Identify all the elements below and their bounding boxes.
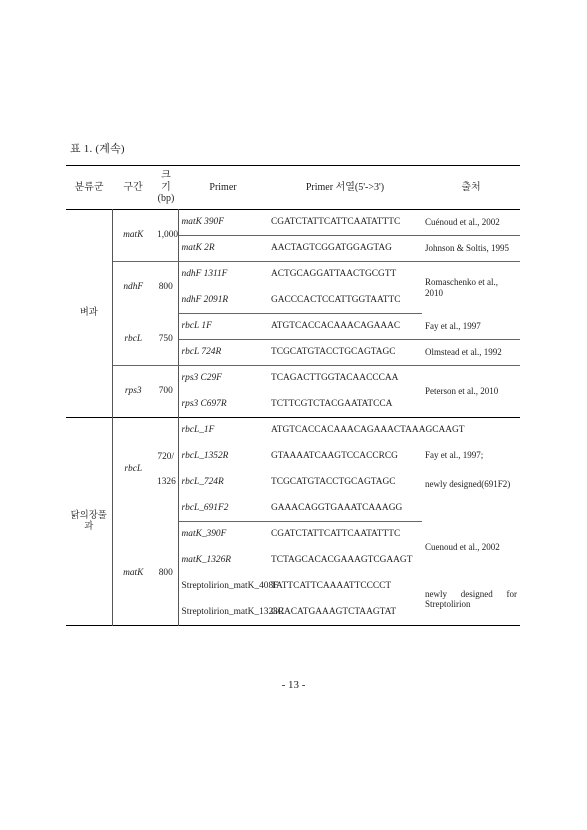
primer-source xyxy=(422,574,520,626)
group-commelinaceae xyxy=(66,418,520,626)
amplicon-size-line1: 720/ xyxy=(157,451,175,462)
group-name: 닭의장풀과 xyxy=(66,418,112,626)
gene-name: rbcL xyxy=(124,464,143,475)
primer-name: matK_390F xyxy=(181,529,227,540)
primer-sequence: GCACATGAAAGTCTAAGTAT xyxy=(271,606,397,617)
table-row xyxy=(66,314,520,340)
header-size xyxy=(154,166,178,210)
source-b-line1: newly designed for xyxy=(425,588,517,599)
primer-name: ndhF 2091R xyxy=(178,288,268,314)
primer-name: matK 2R xyxy=(178,236,268,262)
primer-sequence: TCGCATGTACCTGCAGTAGC xyxy=(268,340,422,366)
table-row xyxy=(66,522,520,548)
primer-sequence: TCTAGCACACGAAAGTCGAAGT xyxy=(271,555,413,566)
primer-source: Fay et al., 1997 xyxy=(422,314,520,340)
primer-sequence: GAAACAGGTGAAATCAAAGG xyxy=(268,496,422,522)
amplicon-size: 800 xyxy=(154,522,178,626)
primer-sequence: TCTTCGTCTACGAATATCCA xyxy=(271,398,393,409)
primer-name: Streptolirion_matK_408F xyxy=(181,581,279,592)
primer-source: Romaschenko et al., 2010 xyxy=(425,277,498,298)
primer-name: rbcL_724R xyxy=(181,477,224,488)
table-caption: 표 1. (계속) xyxy=(70,143,125,155)
source-line1: Fay et al., 1997; xyxy=(425,450,484,461)
amplicon-size: 1,000 xyxy=(154,210,178,262)
primer-source: Cuenoud et al., 2002 xyxy=(425,542,500,553)
table-row xyxy=(66,262,520,288)
header-group: 분류군 xyxy=(74,181,104,193)
primer-source: Olmstead et al., 1992 xyxy=(422,340,520,366)
primer-sequence: ATGTCACCACAAACAGAAAC xyxy=(268,314,422,340)
primer-table xyxy=(66,165,520,626)
primer-sequence: CGATCTATTCATTCAATATTTC xyxy=(268,210,422,236)
table-row xyxy=(66,366,520,392)
primer-name: rbcL_1352R xyxy=(181,451,229,462)
primer-sequence: CGATCTATTCATTCAATATTTC xyxy=(271,529,401,540)
primer-name: matK_1326R xyxy=(181,555,231,566)
header-sequence: Primer 서열(5'->3') xyxy=(305,181,385,193)
primer-name: rbcL_691F2 xyxy=(178,496,268,522)
primer-source: Johnson & Soltis, 1995 xyxy=(422,236,520,262)
table-row xyxy=(66,210,520,236)
primer-name: rps3 C697R xyxy=(181,398,227,409)
primer-sequence: AACTAGTCGGATGGAGTAG xyxy=(268,236,422,262)
gene-name: rbcL xyxy=(112,314,154,366)
amplicon-size: 750 xyxy=(154,314,178,366)
amplicon-size xyxy=(154,418,178,522)
header-size-line2: (bp) xyxy=(157,193,175,205)
gene-name: rps3 xyxy=(124,386,142,397)
header-source: 출처 xyxy=(461,181,481,193)
gene-name: ndhF xyxy=(123,282,144,293)
primer-source: Cuénoud et al., 2002 xyxy=(422,210,520,236)
primer-source: Peterson et al., 2010 xyxy=(425,386,499,397)
page-number: - 13 - xyxy=(281,679,306,691)
primer-name: rbcL_1F xyxy=(181,425,215,436)
group-name: 벼과 xyxy=(66,210,112,418)
primer-sequence: TCGCATGTACCTGCAGTAGC xyxy=(271,477,396,488)
group-poaceae xyxy=(66,210,520,418)
table-header xyxy=(66,166,520,210)
primer-sequence: ATGTCACCACAAACAGAAACTAAAGCAAGT xyxy=(271,425,465,436)
primer-sequence: TCAGACTTGGTACAACCCAA xyxy=(271,373,399,384)
primer-sequence: GACCCACTCCATTGGTAATTC xyxy=(268,288,422,314)
header-primer: Primer xyxy=(209,181,237,193)
header-size-line1: 크기 xyxy=(161,170,171,193)
amplicon-size-line2: 1326 xyxy=(157,476,176,487)
primer-name: rbcL 1F xyxy=(178,314,268,340)
primer-name: rbcL 724R xyxy=(178,340,268,366)
primer-sequence: ACTGCAGGATTAACTGCGTT xyxy=(271,269,397,280)
amplicon-size: 700 xyxy=(154,366,178,418)
source-line2: newly designed(691F2) xyxy=(425,478,511,489)
gene-name: matK xyxy=(123,567,144,578)
primer-name: Streptolirion_matK_1328R xyxy=(181,606,285,617)
primer-name: ndhF 1311F xyxy=(181,269,228,280)
source-b-line2: Streptolirion xyxy=(425,599,471,610)
primer-sequence: GTAAAATCAAGTCCACCRCG xyxy=(271,451,398,462)
primer-name: rps3 C29F xyxy=(181,373,222,384)
header-gene: 구간 xyxy=(123,181,143,193)
amplicon-size: 800 xyxy=(154,262,178,314)
primer-name: matK 390F xyxy=(178,210,268,236)
gene-name: matK xyxy=(112,210,154,262)
table-row xyxy=(66,418,520,444)
primer-sequence: TATTCATTCAAAATTCCCCT xyxy=(271,581,392,592)
